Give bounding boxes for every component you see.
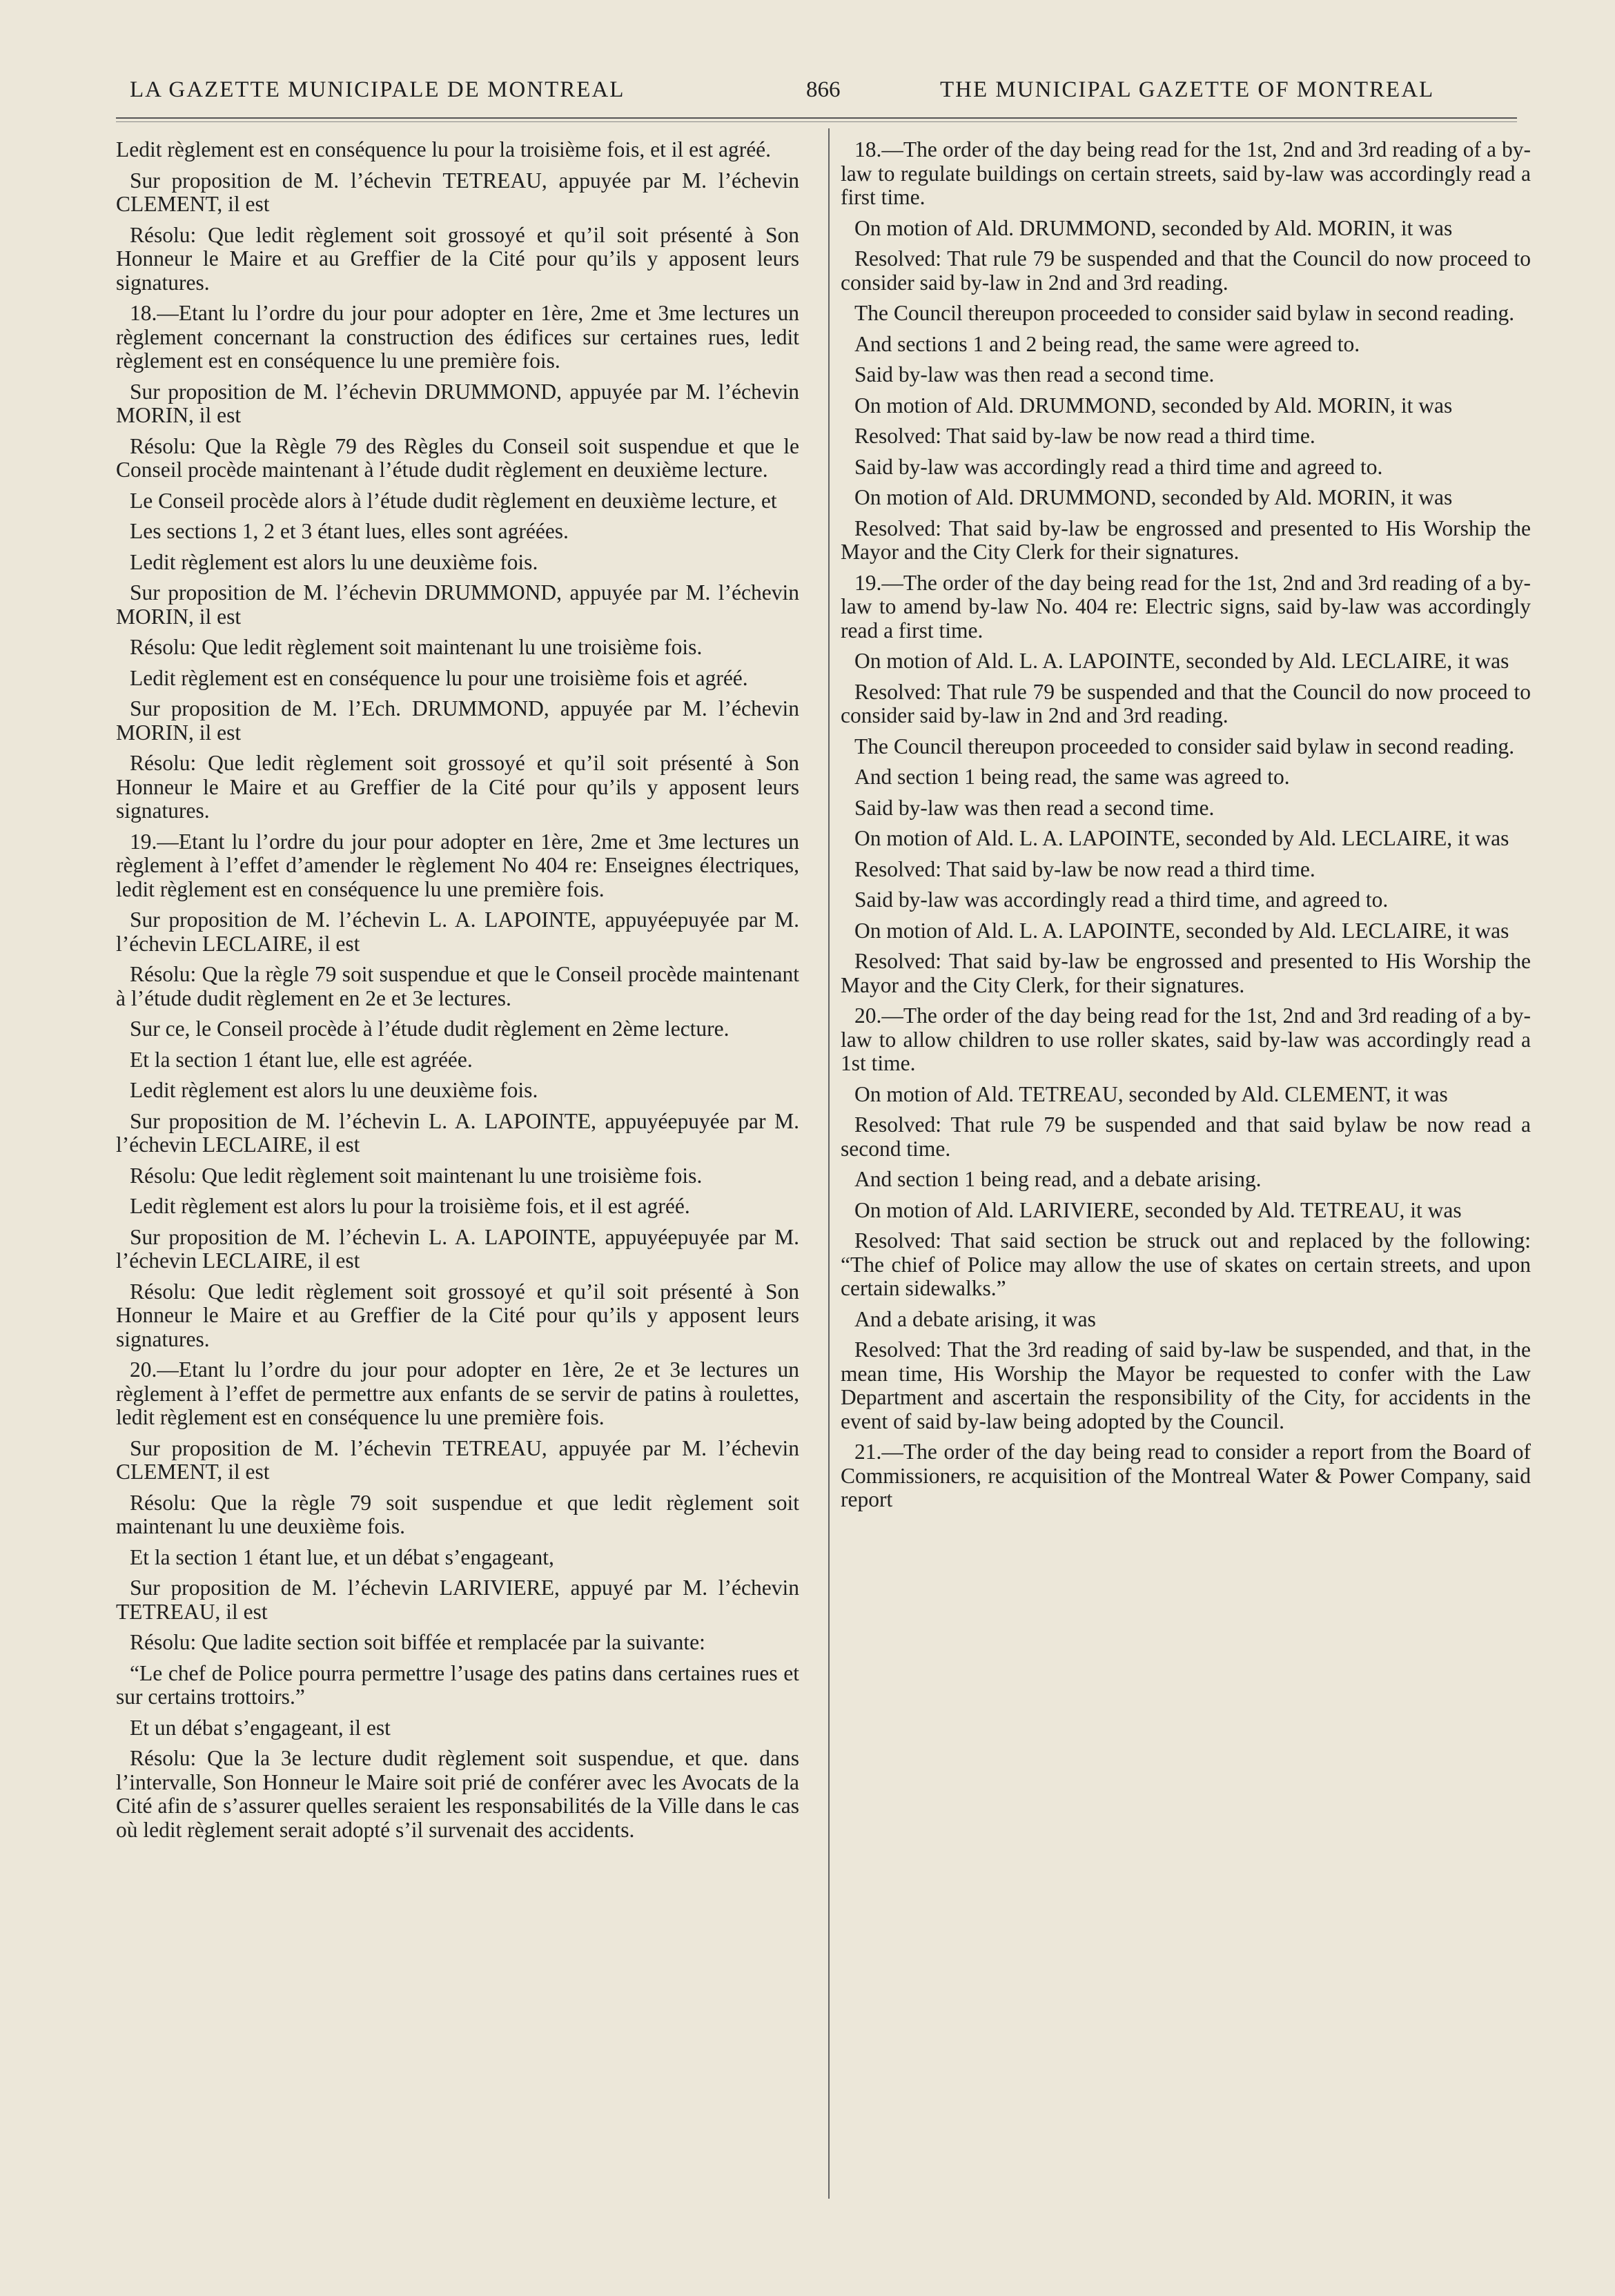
paragraph: 19.—The order of the day being read for the 1st, 2nd and 3rd reading of a by-law to amend by-law No. 404 re: Electric signs, said by-law was accordingly read a first time. (841, 570, 1531, 642)
paragraph: Resolved: That said by-law be now read a third time. (854, 856, 1315, 881)
paragraph: Sur proposition de M. l’échevin DRUMMOND, appuyée par M. l’échevin MORIN, il est (116, 580, 799, 629)
paragraph: Said by-law was then read a second time. (854, 362, 1215, 386)
paragraph: Sur proposition de M. l’échevin LARIVIERE, appuyé par M. l’échevin TETREAU, il est (116, 1576, 799, 1624)
paragraph: Ledit règlement est alors lu une deuxième fois. (130, 1078, 538, 1102)
paragraph: On motion of Ald. LARIVIERE, seconded by Ald. TETREAU, it was (854, 1197, 1462, 1222)
paragraph: Sur proposition de M. l’échevin DRUMMOND, appuyée par M. l’échevin MORIN, il est (116, 379, 799, 427)
paragraph: Résolu: Que ledit règlement soit grossoyé et qu’il soit présenté à Son Honneur le Maire et au Greffier de la Cité pour qu’ils y apposent leurs signatures. (116, 751, 799, 823)
paragraph: Et la section 1 étant lue, elle est agréée. (130, 1047, 473, 1072)
paragraph: Ledit règlement est alors lu pour la troisième fois, et il est agréé. (130, 1194, 690, 1218)
paragraph: Resolved: That said by-law be engrossed and presented to His Worship the Mayor and the City Clerk for their signatures. (841, 516, 1531, 564)
paragraph: Sur proposition de M. l’échevin TETREAU, appuyée par M. l’échevin CLEMENT, il est (116, 1435, 799, 1484)
paragraph: Ledit règlement est alors lu une deuxième fois. (130, 549, 538, 574)
paragraph: Et un débat s’engageant, il est (130, 1715, 391, 1740)
paragraph: “Le chef de Police pourra permettre l’usage des patins dans certaines rues et sur certains trottoirs.” (116, 1660, 799, 1709)
paragraph: Resolved: That said by-law be now read a third time. (854, 424, 1315, 448)
paragraph: On motion of Ald. L. A. LAPOINTE, seconded by Ald. LECLAIRE, it was (854, 918, 1509, 943)
paragraph: Ledit règlement est en conséquence lu pour une troisième fois et agréé. (130, 665, 748, 690)
paragraph: Les sections 1, 2 et 3 étant lues, elles sont agréées. (130, 519, 569, 543)
page-number: 866 (806, 77, 841, 102)
paragraph: Sur proposition de M. l’échevin L. A. LAPOINTE, appuyéepuyée par M. l’échevin LECLAIRE, il est (116, 907, 799, 956)
paragraph: And sections 1 and 2 being read, the same were agreed to. (854, 331, 1360, 356)
paragraph: Résolu: Que la règle 79 soit suspendue et que ledit règlement soit maintenant lu une deuxième fois. (116, 1490, 799, 1538)
paragraph: Résolu: Que la Règle 79 des Règles du Conseil soit suspendue et que le Conseil procède maintenant à l’étude dudit règlement en deuxième lecture. (116, 433, 799, 482)
paragraph: Sur proposition de M. l’échevin L. A. LAPOINTE, appuyéepuyée par M. l’échevin LECLAIRE, il est (116, 1224, 799, 1273)
paragraph: Resolved: That rule 79 be suspended and that the Council do now proceed to consider said by-law in 2nd and 3rd reading. (841, 679, 1531, 727)
paragraph: Said by-law was accordingly read a third time, and agreed to. (854, 887, 1389, 912)
french-column (116, 138, 799, 1849)
paragraph: Sur proposition de M. l’Ech. DRUMMOND, appuyée par M. l’échevin MORIN, il est (116, 696, 799, 745)
paragraph: Sur ce, le Conseil procède à l’étude dudit règlement en 2ème lecture. (130, 1017, 730, 1041)
paragraph: Résolu: Que ledit règlement soit grossoyé et qu’il soit présenté à Son Honneur le Maire et au Greffier de la Cité pour qu’ils y apposent leurs signatures. (116, 1279, 799, 1351)
paragraph: Said by-law was then read a second time. (854, 795, 1215, 820)
paragraph: The Council thereupon proceeded to consider said bylaw in second reading. (854, 734, 1515, 758)
paragraph: Resolved: That rule 79 be suspended and that said bylaw be now read a second time. (841, 1112, 1531, 1161)
paragraph: On motion of Ald. L. A. LAPOINTE, seconded by Ald. LECLAIRE, it was (854, 649, 1509, 673)
header-rule-thin (116, 121, 1517, 122)
paragraph: On motion of Ald. DRUMMOND, seconded by Ald. MORIN, it was (854, 485, 1453, 509)
column-divider (828, 128, 830, 2199)
paragraph: Resolved: That rule 79 be suspended and that the Council do now proceed to consider said by-law in 2nd and 3rd reading. (841, 246, 1531, 295)
paragraph: Résolu: Que ledit règlement soit maintenant lu une troisième fois. (130, 635, 703, 659)
paragraph: Sur proposition de M. l’échevin TETREAU, appuyée par M. l’échevin CLEMENT, il est (116, 168, 799, 216)
paragraph: And a debate arising, it was (854, 1306, 1096, 1331)
paragraph: On motion of Ald. DRUMMOND, seconded by Ald. MORIN, it was (854, 215, 1453, 240)
paragraph: Et la section 1 étant lue, et un débat s’engageant, (130, 1544, 554, 1569)
paragraph: And section 1 being read, and a debate arising. (854, 1167, 1262, 1191)
paragraph: On motion of Ald. L. A. LAPOINTE, seconded by Ald. LECLAIRE, it was (854, 826, 1509, 850)
paragraph: Resolved: That said by-law be engrossed and presented to His Worship the Mayor and the City Clerk, for their signatures. (841, 949, 1531, 997)
paragraph: 18.—Etant lu l’ordre du jour pour adopter en 1ère, 2me et 3me lectures un règlement concernant la construction des édifices sur certaines rues, ledit règlement est en conséquence lu une première fois. (116, 301, 799, 373)
paragraph: Said by-law was accordingly read a third time and agreed to. (854, 454, 1383, 479)
paragraph: Resolved: That the 3rd reading of said by-law be suspended, and that, in the mean time, His Worship the Mayor be requested to confer with the Law Department and ascertain the responsibility of the City, for accidents in the event of said by-law being adopted by the Council. (841, 1337, 1531, 1433)
paragraph: The Council thereupon proceeded to consider said bylaw in second reading. (854, 301, 1515, 325)
paragraph: Résolu: Que la règle 79 soit suspendue et que le Conseil procède maintenant à l’étude dudit règlement en 2e et 3e lectures. (116, 962, 799, 1010)
header-title-french: LA GAZETTE MUNICIPALE DE MONTREAL (130, 77, 625, 102)
paragraph: 19.—Etant lu l’ordre du jour pour adopter en 1ère, 2me et 3me lectures un règlement à l’effet d’amender le règlement No 404 re: Enseignes électriques, ledit règlement est en conséquence lu une première fois. (116, 829, 799, 901)
paragraph: 18.—The order of the day being read for the 1st, 2nd and 3rd reading of a by-law to regulate buildings on certain streets, said by-law was accordingly read a first time. (841, 137, 1531, 209)
paragraph: Le Conseil procède alors à l’étude dudit règlement en deuxième lecture, et (130, 488, 777, 513)
paragraph: On motion of Ald. DRUMMOND, seconded by Ald. MORIN, it was (854, 393, 1453, 418)
paragraph: Sur proposition de M. l’échevin L. A. LAPOINTE, appuyéepuyée par M. l’échevin LECLAIRE, il est (116, 1108, 799, 1157)
paragraph: Résolu: Que ladite section soit biffée et remplacée par la suivante: (130, 1630, 705, 1654)
header-title-english: THE MUNICIPAL GAZETTE OF MONTREAL (940, 77, 1435, 102)
header-rule (116, 117, 1517, 119)
paragraph: Resolved: That said section be struck out and replaced by the following: “The chief of Police may allow the use of skates on certain streets, and upon certain sidewalks.” (841, 1228, 1531, 1300)
paragraph: Ledit règlement est en conséquence lu pour la troisième fois, et il est agréé. (116, 137, 772, 161)
paragraph: Résolu: Que la 3e lecture dudit règlement soit suspendue, et que. dans l’intervalle, Son Honneur le Maire soit prié de conférer avec les Avocats de la Cité afin de s’assurer quelles seraient les responsabilités de la Ville dans le cas où ledit règlement serait adopté s’il survenait des accidents. (116, 1746, 799, 1842)
paragraph: On motion of Ald. TETREAU, seconded by Ald. CLEMENT, it was (854, 1081, 1448, 1106)
paragraph: And section 1 being read, the same was agreed to. (854, 765, 1290, 789)
english-column (841, 138, 1531, 1519)
paragraph: 20.—Etant lu l’ordre du jour pour adopter en 1ère, 2e et 3e lectures un règlement à l’effet de permettre aux enfants de se servir de patins à roulettes, ledit règlement est en conséquence lu une première fois. (116, 1357, 799, 1429)
paragraph: Résolu: Que ledit règlement soit maintenant lu une troisième fois. (130, 1163, 703, 1188)
paragraph: 20.—The order of the day being read for the 1st, 2nd and 3rd reading of a by-law to allow children to use roller skates, said by-law was accordingly read a 1st time. (841, 1003, 1531, 1075)
paragraph: 21.—The order of the day being read to consider a report from the Board of Commissioners, re acquisition of the Montreal Water & Power Company, said report (841, 1440, 1531, 1511)
paragraph: Résolu: Que ledit règlement soit grossoyé et qu’il soit présenté à Son Honneur le Maire et au Greffier de la Cité pour qu’ils y apposent leurs signatures. (116, 222, 799, 295)
